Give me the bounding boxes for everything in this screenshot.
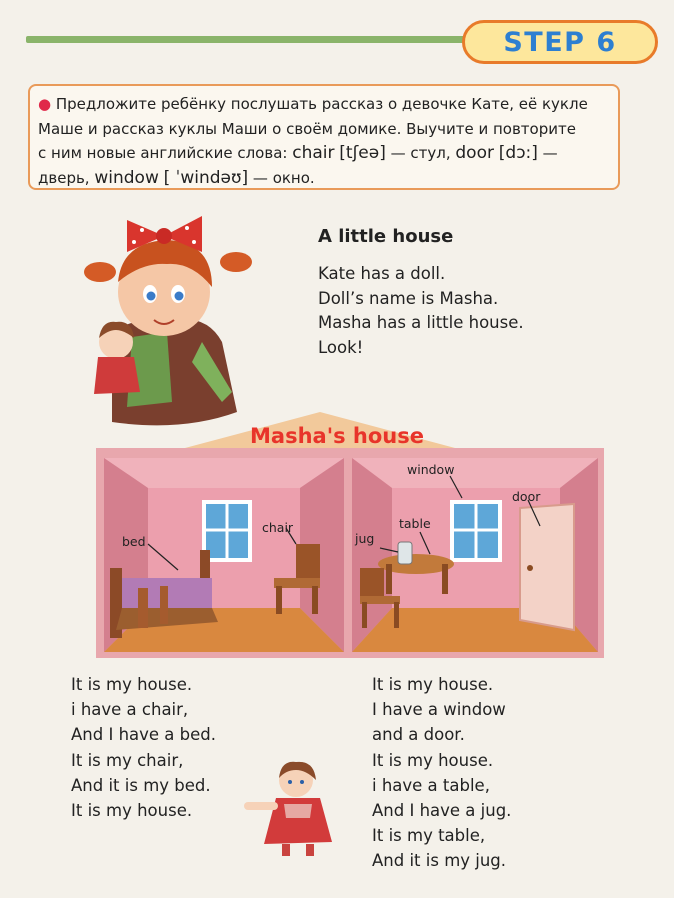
- house-title: Masha's house: [250, 424, 424, 448]
- poem-line: And it is my bed.: [71, 775, 211, 795]
- poem-line: And it is my jug.: [372, 851, 507, 871]
- word-window: window: [94, 167, 159, 188]
- label-window: window: [407, 462, 455, 477]
- instruction-line-2: Маше и рассказ куклы Маши о своём домике. Выучите и повторите: [38, 119, 576, 138]
- step-label: STEP 6: [503, 26, 617, 58]
- label-jug: jug: [355, 531, 375, 546]
- ru-chair: — стул,: [390, 144, 451, 162]
- label-chair: chair: [262, 520, 294, 535]
- poem-line: And I have a jug.: [372, 801, 512, 821]
- instruction-box: [28, 84, 620, 190]
- poem-line: It is my house.: [372, 750, 494, 770]
- word-door: door: [455, 143, 494, 163]
- story-line: Look!: [318, 337, 364, 357]
- instruction-line-3: с ним новые английские слова: chair [tʃeə] — стул, door [dɔ:] —: [38, 143, 558, 163]
- poem-line: i have a chair,: [71, 700, 189, 720]
- word-chair: chair: [292, 143, 335, 163]
- instruction-line-1: ● Предложите ребёнку послушать рассказ о девочке Кате, её кукле: [38, 95, 588, 113]
- poem-line: I have a window: [372, 700, 506, 720]
- poem-left: [71, 672, 216, 823]
- poem-line: i have a table,: [372, 775, 490, 795]
- ru-door: —: [542, 144, 558, 162]
- ipa-window: [ ˈwindəʊ]: [163, 167, 249, 188]
- poem-line: It is my table,: [372, 826, 486, 846]
- poem-line: It is my house.: [71, 675, 193, 694]
- poem-line: It is my house.: [71, 801, 193, 821]
- label-door: door: [512, 489, 541, 504]
- ru-window: — окно.: [252, 168, 315, 187]
- story-line: Masha has a little house.: [318, 313, 524, 332]
- label-bed: bed: [122, 534, 146, 549]
- poem-line: It is my chair,: [71, 750, 184, 770]
- story-line: Doll’s name is Masha.: [318, 288, 499, 308]
- story-text: [318, 262, 524, 360]
- bullet-icon: ●: [38, 95, 52, 113]
- instruction-line-4: дверь, window [ ˈwindəʊ] — окно.: [38, 167, 315, 188]
- step-badge: [462, 20, 658, 64]
- poem-line: It is my house.: [372, 675, 494, 694]
- header-rule: [26, 36, 466, 43]
- story-title: A little house: [318, 226, 454, 247]
- poem-right: [372, 672, 511, 874]
- poem-line: And I have a bed.: [71, 725, 217, 745]
- doll-illustration: [236, 758, 336, 858]
- ipa-chair: [tʃeə]: [339, 143, 386, 163]
- poem-line: and a door.: [372, 725, 465, 745]
- girl-with-doll-illustration: [72, 202, 272, 442]
- ipa-door: [dɔ:]: [498, 143, 538, 163]
- label-table: table: [399, 516, 431, 531]
- story-line: Kate has a doll.: [318, 264, 446, 283]
